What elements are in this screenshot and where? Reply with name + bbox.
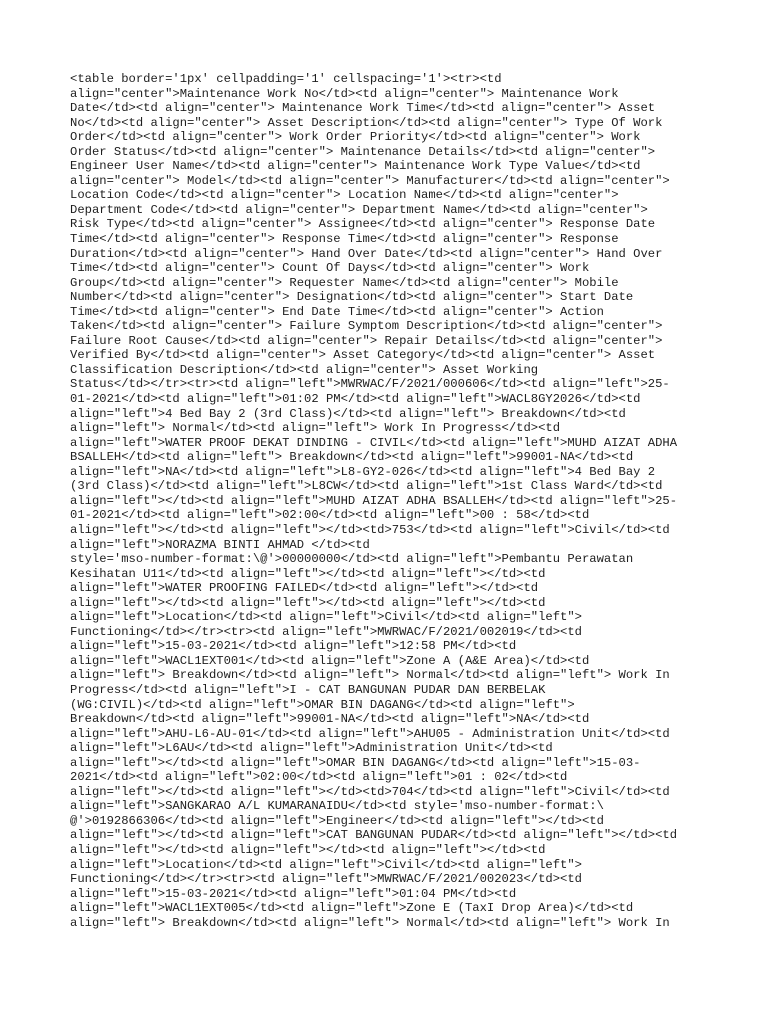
text-line: 01-2021</td><td align="left">01:02 PM</td><td align="left">WACL8GY2026</td><td [70, 392, 641, 407]
text-line: Functioning</td></tr><tr><td align="left">MWRWAC/F/2021/002019</td><td [70, 624, 582, 639]
text-line: align="left">WACL1EXT001</td><td align="left">Zone A (A&E Area)</td><td [70, 653, 590, 668]
text-line: align="left">WATER PROOFING FAILED</td><td align="left"></td><td [70, 581, 539, 596]
text-line: Order Status</td><td align="center"> Maintenance Details</td><td align="center"> [70, 144, 656, 159]
text-line: align="left"></td><td align="left"></td><td align="left"></td><td [70, 842, 546, 857]
text-line: align="left"> Normal</td><td align="left"> Work In Progress</td><td [70, 421, 561, 436]
text-line: align="left">Location</td><td align="left">Civil</td><td align="left"> [70, 857, 582, 872]
text-line: align="left"></td><td align="left"></td><td>753</td><td align="left">Civil</td><td [70, 522, 670, 537]
text-line: align="left"> Breakdown</td><td align="left"> Normal</td><td align="left"> Work In [70, 915, 670, 930]
text-line: Order</td><td align="center"> Work Order Priority</td><td align="center"> Work [70, 130, 641, 145]
text-line: style='mso-number-format:\@'>00000000</td><td align="left">Pembantu Perawatan [70, 552, 634, 567]
text-line: <table border='1px' cellpadding='1' cellspacing='1'><tr><td [70, 72, 502, 86]
text-line: align="left">AHU-L6-AU-01</td><td align="left">AHU05 - Administration Unit</td><td [70, 726, 670, 741]
text-line: align="center">Maintenance Work No</td><td align="center"> Maintenance Work [70, 86, 619, 101]
text-line: 2021</td><td align="left">02:00</td><td align="left">01 : 02</td><td [70, 770, 568, 785]
text-line: Time</td><td align="center"> End Date Time</td><td align="center"> Action [70, 304, 604, 319]
text-line: align="left"></td><td align="left">OMAR BIN DAGANG</td><td align="left">15-03- [70, 755, 641, 770]
text-line: Failure Root Cause</td><td align="center"> Repair Details</td><td align="center"> [70, 333, 663, 348]
text-line: align="left"></td><td align="left">CAT BANGUNAN PUDAR</td><td align="left"></td><td [70, 828, 678, 843]
text-line: 01-2021</td><td align="left">02:00</td><td align="left">00 : 58</td><td [70, 508, 590, 523]
text-line: Group</td><td align="center"> Requester Name</td><td align="center"> Mobile [70, 275, 619, 290]
text-line: (WG:CIVIL)</td><td align="left">OMAR BIN DAGANG</td><td align="left"> [70, 697, 575, 712]
text-line: Risk Type</td><td align="center"> Assignee</td><td align="center"> Response Date [70, 217, 656, 232]
text-line: Status</td></tr><tr><td align="left">MWRWAC/F/2021/000606</td><td align="left">25- [70, 377, 670, 392]
text-line: Department Code</td><td align="center"> Department Name</td><td align="center"> [70, 202, 648, 217]
text-line: align="left">Location</td><td align="left">Civil</td><td align="left"> [70, 610, 582, 625]
text-line: Verified By</td><td align="center"> Asset Category</td><td align="center"> Asset [70, 348, 656, 363]
text-line: align="left">NORAZMA BINTI AHMAD </td><td [70, 537, 370, 552]
text-line: Time</td><td align="center"> Count Of Days</td><td align="center"> Work [70, 261, 590, 276]
text-line: BSALLEH</td><td align="left"> Breakdown</td><td align="left">99001-NA</td><td [70, 450, 634, 465]
text-line: Engineer User Name</td><td align="center"> Maintenance Work Type Value</td><td [70, 159, 641, 174]
text-line: Number</td><td align="center"> Designation</td><td align="center"> Start Date [70, 290, 634, 305]
text-line: align="left">4 Bed Bay 2 (3rd Class)</td><td align="left"> Breakdown</td><td [70, 406, 626, 421]
text-line: align="left">NA</td><td align="left">L8-GY2-026</td><td align="left">4 Bed Bay 2 [70, 464, 656, 479]
text-line: Location Code</td><td align="center"> Location Name</td><td align="center"> [70, 188, 619, 203]
text-line: No</td><td align="center"> Asset Description</td><td align="center"> Type Of Work [70, 115, 663, 130]
text-line: align="left">SANGKARAO A/L KUMARANAIDU</td><td style='mso-number-format:\ [70, 799, 604, 814]
text-line: align="left"></td><td align="left"></td><td>704</td><td align="left">Civil</td><td [70, 784, 670, 799]
text-line: align="left">WACL1EXT005</td><td align="left">Zone E (TaxI Drop Area)</td><td [70, 901, 634, 916]
html-source-text [70, 72, 710, 930]
text-line: Time</td><td align="center"> Response Time</td><td align="center"> Response [70, 232, 619, 247]
text-line: align="left">L6AU</td><td align="left">Administration Unit</td><td [70, 741, 553, 756]
text-line: align="center"> Model</td><td align="center"> Manufacturer</td><td align="center"> [70, 173, 670, 188]
text-line: Progress</td><td align="left">I - CAT BANGUNAN PUDAR DAN BERBELAK [70, 682, 546, 697]
text-line: Breakdown</td><td align="left">99001-NA</td><td align="left">NA</td><td [70, 712, 590, 727]
text-line: Functioning</td></tr><tr><td align="left">MWRWAC/F/2021/002023</td><td [70, 872, 582, 887]
text-line: (3rd Class)</td><td align="left">L8CW</td><td align="left">1st Class Ward</td><td [70, 479, 663, 494]
text-line: Classification Description</td><td align="center"> Asset Working [70, 362, 539, 377]
text-line: align="left"></td><td align="left"></td><td align="left"></td><td [70, 595, 546, 610]
text-line: @'>0192866306</td><td align="left">Engineer</td><td align="left"></td><td [70, 813, 604, 828]
text-line: align="left"></td><td align="left">MUHD AIZAT ADHA BSALLEH</td><td align="left">25- [70, 493, 678, 508]
text-line: Kesihatan U11</td><td align="left"></td><td align="left"></td><td [70, 566, 546, 581]
text-line: align="left">15-03-2021</td><td align="left">12:58 PM</td><td [70, 639, 517, 654]
text-line: Duration</td><td align="center"> Hand Over Date</td><td align="center"> Hand Over [70, 246, 663, 261]
text-line: Date</td><td align="center"> Maintenance Work Time</td><td align="center"> Asset [70, 101, 656, 116]
text-line: Taken</td><td align="center"> Failure Symptom Description</td><td align="center"> [70, 319, 663, 334]
text-line: align="left"> Breakdown</td><td align="left"> Normal</td><td align="left"> Work In [70, 668, 670, 683]
text-line: align="left">WATER PROOF DEKAT DINDING - CIVIL</td><td align="left">MUHD AIZAT ADHA [70, 435, 678, 450]
text-line: align="left">15-03-2021</td><td align="left">01:04 PM</td><td [70, 886, 517, 901]
